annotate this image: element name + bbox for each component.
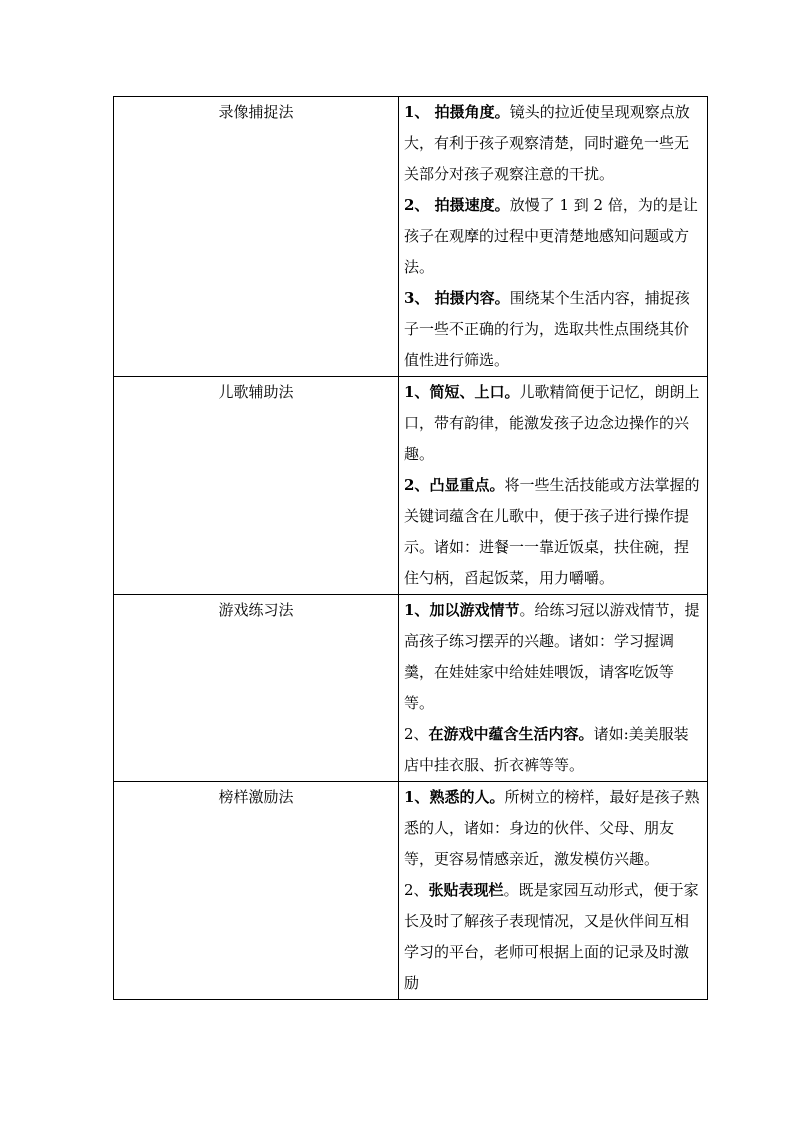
item-title: 在游戏中蕴含生活内容。 (428, 725, 594, 743)
list-item (404, 875, 703, 999)
item-text: 儿歌精简便于记忆，朗朗上口，带有韵律，能激发孩子边念边操作的兴趣。 (404, 383, 700, 463)
method-description-cell (399, 595, 708, 782)
table-row (114, 97, 708, 377)
methods-table (113, 96, 708, 1000)
item-text: 。给练习冠以游戏情节，提高孩子练习摆弄的兴趣。诸如：学习握调羹，在娃娃家中给娃娃喂饭，请客吃饭等等。 (404, 601, 700, 712)
list-item (404, 470, 703, 594)
table-row (114, 782, 708, 1000)
method-name-cell: 儿歌辅助法 (114, 377, 399, 595)
list-item (404, 97, 703, 190)
list-item (404, 595, 703, 719)
item-number: 2、 (404, 196, 435, 214)
table-row (114, 595, 708, 782)
list-item (404, 377, 703, 470)
list-item (404, 782, 703, 875)
item-number: 3、 (404, 289, 435, 307)
item-number: 1、 (404, 601, 430, 619)
item-number: 1、 (404, 788, 430, 806)
item-text: 围绕某个生活内容，捕捉孩子一些不正确的行为，选取共性点围绕其价值性进行筛选。 (404, 289, 690, 369)
item-number: 2、 (404, 881, 429, 899)
item-title: 熟悉的人。 (429, 788, 505, 806)
method-description-cell (399, 97, 708, 377)
item-number: 2、 (404, 476, 430, 494)
item-text: 所树立的榜样，最好是孩子熟悉的人，诸如：身边的伙伴、父母、朋友等，更容易情感亲近，激发模仿兴趣。 (404, 788, 700, 868)
method-description-cell (399, 782, 708, 1000)
list-item (404, 283, 703, 376)
item-title: 简短、上口。 (429, 383, 520, 401)
item-title: 拍摄角度。 (434, 103, 510, 121)
method-name-cell: 录像捕捉法 (114, 97, 399, 377)
item-text: 放慢了 1 到 2 倍，为的是让孩子在观摩的过程中更清楚地感知问题或方法。 (404, 196, 698, 276)
item-title: 拍摄速度。 (434, 196, 510, 214)
list-item (404, 719, 703, 781)
item-text: 诸如:美美服装店中挂衣服、折衣裤等等。 (404, 725, 689, 774)
item-number: 1、 (404, 103, 435, 121)
item-number: 1、 (404, 383, 430, 401)
item-title: 张贴表现栏 (428, 881, 504, 899)
method-description-cell (399, 377, 708, 595)
item-title: 凸显重点。 (429, 476, 505, 494)
method-name-cell: 游戏练习法 (114, 595, 399, 782)
item-number: 2、 (404, 725, 429, 743)
list-item (404, 190, 703, 283)
item-title: 拍摄内容。 (434, 289, 510, 307)
item-text: 将一些生活技能或方法掌握的关键词蕴含在儿歌中，便于孩子进行操作提示。诸如：进餐一一靠近饭桌，扶住碗，捏住勺柄，舀起饭菜，用力嚼嚼。 (404, 476, 700, 587)
item-text: 镜头的拉近使呈现观察点放大，有利于孩子观察清楚，同时避免一些无关部分对孩子观察注意的干扰。 (404, 103, 690, 183)
item-title: 加以游戏情节 (429, 601, 520, 619)
table-row (114, 377, 708, 595)
item-text: 。既是家园互动形式，便于家长及时了解孩子表现情况，又是伙伴间互相学习的平台，老师可根据上面的记录及时激励 (404, 881, 699, 992)
method-name-cell: 榜样激励法 (114, 782, 399, 1000)
